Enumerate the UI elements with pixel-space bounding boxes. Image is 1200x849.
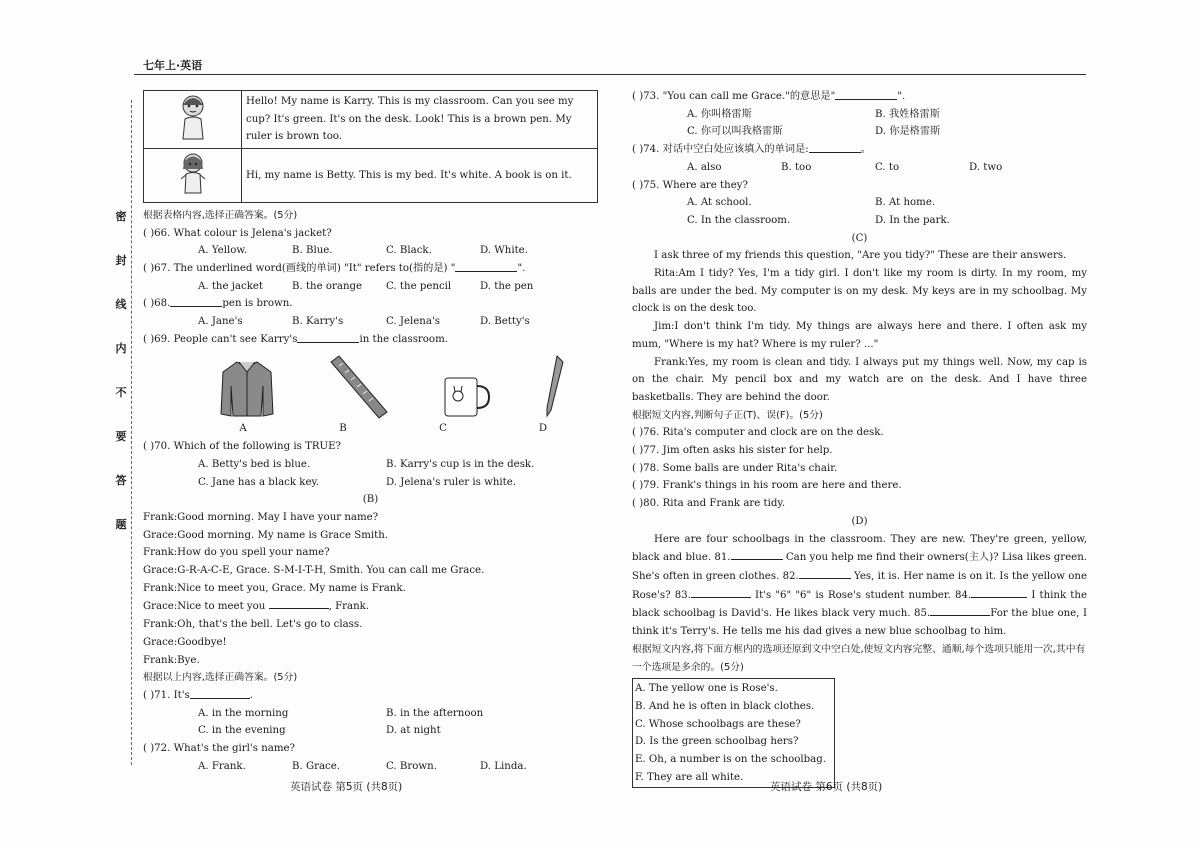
answer-blank[interactable] [190,687,250,699]
seal-column [114,208,128,532]
intro-table [143,90,598,203]
dialog-line: Frank:Nice to meet you, Grace. My name is Frank. [143,582,406,594]
intro-text-karry: Hello! My name is Karry. This is my classroom. Can you see my cup? It's green. It's on the desk. Look! This is a brown pen. My ruler is brown too. [242,91,598,149]
ruler-icon [327,354,389,420]
statement-78: ( )78. Some balls are under Rita's chair. [632,462,838,474]
section-b-instruction: 根据以上内容,选择正确答案。(5分) [143,672,298,684]
karry-avatar [144,91,242,149]
blank-81[interactable] [731,548,783,560]
blank-85[interactable] [930,604,990,616]
answer-blank[interactable] [170,295,222,307]
dialog-line: Grace:G-R-A-C-E, Grace. S-M-I-T-H, Smith. You can call me Grace. [143,565,485,577]
girl-icon [173,149,213,195]
question-70-options-row1: A. Betty's bed is blue. B. Karry's cup is in the desk. [198,458,535,470]
option-b: B. And he is often in black clothes. [635,700,815,712]
question-75: ( )75. Where are they? [632,179,748,191]
question-67: ( )67. The underlined word(画线的单词) "It" refers to(指的是) " ". [143,260,598,278]
option-f: F. They are all white. [635,771,744,783]
seal-char: 答 [115,474,127,487]
question-74: ( )74. 对话中空白处应该填入的单词是: 。 [632,141,1087,159]
blank-82[interactable] [799,567,851,579]
blank-84[interactable] [971,586,1027,598]
seal-char: 密 [115,210,127,223]
seal-line [131,100,132,765]
section-a-instruction: 根据表格内容,选择正确答案。(5分) [143,209,298,221]
seal-char: 线 [115,298,127,311]
question-69: ( )69. People can't see Karry's in the classroom. [143,331,598,349]
passage-paragraph: Rita:Am I tidy? Yes, I'm a tidy girl. I don't like my room is dirty. In my room, my balls are under the bed. My computer is on my desk. My keys are in my schoolbag. My clock is on the desk too. [632,268,1087,315]
statement-80: ( )80. Rita and Frank are tidy. [632,498,786,510]
dialog-line: Frank:Bye. [143,654,200,666]
question-73: ( )73. "You can call me Grace."的意思是" ". [632,88,1087,106]
answer-blank[interactable] [297,331,359,343]
statement-77: ( )77. Jim often asks his sister for help. [632,445,833,457]
seal-char: 要 [115,430,127,443]
footer-page-6: 英语试卷 第6页 (共8页) [770,781,883,793]
question-66: ( )66. What colour is Jelena's jacket? [143,227,332,239]
cloze-passage: Here are four schoolbags in the classroom. They are new. They're green, yellow, black and blue. 81. Can you help me find their owners(主人)? Lisa likes green. She's often in green clothes. 82. Yes, it is. Her name is on it. Is the yellow one Rose's? 83. It's "6" "6" is Rose's student number. 84. I think the black schoolbag is David's. He likes black very much. 85. For the blue one, I think it's Terry's. He tells me his dad gives a new blue schoolbag to him. [632,533,1088,638]
intro-text-betty: Hi, my name is Betty. This is my bed. It's white. A book is on it. [242,149,598,203]
passage-paragraph: Jim:I don't think I'm tidy. My things are always here and there. I often ask my mum, "Where is my hat? Where is my ruler? ..." [632,321,1087,350]
question-73-options-row2: C. 你可以叫我格雷斯 D. 你是格雷斯 [687,126,941,138]
question-68: ( )68. pen is brown. [143,295,598,313]
left-column [143,90,598,776]
pen-icon [543,354,567,420]
question-69-labels: A B C D [239,423,548,435]
passage-paragraph: I ask three of my friends this question, "Are you tidy?" These are their answers. [654,250,1067,262]
section-c-instruction: 根据短文内容,判断句子正(T)、误(F)。(5分) [632,409,823,421]
option-e: E. Oh, a number is on the schoolbag. [635,754,827,766]
section-b-label: (B) [362,494,379,506]
question-66-options: A. Yellow. B. Blue. C. Black. D. White. [198,245,528,257]
question-74-options: A. also B. too C. to D. two [687,161,1003,173]
girl-icon [173,91,213,141]
dialog-line: Frank:How do you spell your name? [143,547,330,559]
dialog [143,509,598,669]
question-70-options-row2: C. Jane has a black key. D. Jelena's ruler is white. [198,476,517,488]
question-69-pictures [193,348,593,420]
answer-blank[interactable] [809,141,861,153]
statement-76: ( )76. Rita's computer and clock are on the desk. [632,427,884,439]
answer-blank[interactable] [835,88,897,100]
footer-page-5: 英语试卷 第5页 (共8页) [290,781,403,793]
seal-char: 题 [115,518,127,531]
question-71-options-row2: C. in the evening D. at night [198,725,441,737]
header-rule [134,74,1086,75]
question-72-options: A. Frank. B. Grace. C. Brown. D. Linda. [198,760,527,772]
betty-avatar [144,149,242,203]
question-75-options-row1: A. At school. B. At home. [687,197,936,209]
cup-icon [441,370,491,420]
dialog-line: Frank:Good morning. May I have your name? [143,511,379,523]
question-70: ( )70. Which of the following is TRUE? [143,441,342,453]
header-title: 七年上·英语 [143,59,203,72]
question-67-options: A. the jacket B. the orange C. the pencil D. the pen [198,280,534,292]
question-72: ( )72. What's the girl's name? [143,743,295,755]
seal-char: 不 [115,386,127,399]
answer-blank[interactable] [455,260,517,272]
dialog-line: Frank:Oh, that's the bell. Let's go to class. [143,619,363,631]
section-d-label: (D) [851,515,868,527]
jacket-icon [219,358,275,420]
question-71: ( )71. It's . [143,687,598,705]
dialog-line: Grace:Goodbye! [143,636,227,648]
section-d-instruction: 根据短文内容,将下面方框内的选项还原到文中空白处,使短文内容完整、通顺,每个选项只能用一次,其中有一个选项是多余的。(5分) [632,643,1086,673]
answer-blank[interactable] [269,597,329,609]
question-71-options-row1: A. in the morning B. in the afternoon [198,707,484,719]
option-d: D. Is the green schoolbag hers? [635,736,799,748]
question-73-options-row1: A. 你叫格雷斯 B. 我姓格雷斯 [687,108,940,120]
options-box [632,678,835,788]
option-c: C. Whose schoolbags are these? [635,718,801,730]
right-column [632,88,1087,788]
question-68-options: A. Jane's B. Karry's C. Jelena's D. Betty's [198,316,530,328]
blank-83[interactable] [691,586,751,598]
dialog-line-blank: Grace:Nice to meet you , Frank. [143,597,598,616]
statement-79: ( )79. Frank's things in his room are here and there. [632,480,902,492]
section-c-label: (C) [851,232,868,244]
dialog-line: Grace:Good morning. My name is Grace Smith. [143,529,389,541]
question-75-options-row2: C. In the classroom. D. In the park. [687,214,950,226]
seal-char: 内 [115,342,127,355]
option-a: A. The yellow one is Rose's. [635,683,778,695]
seal-char: 封 [115,254,127,267]
passage-paragraph: Frank:Yes, my room is clean and tidy. I always put my things well. Now, my cap is on the chair. My pencil box and my watch are on the desk. And I have three basketballs. They are behind the door. [632,356,1087,403]
